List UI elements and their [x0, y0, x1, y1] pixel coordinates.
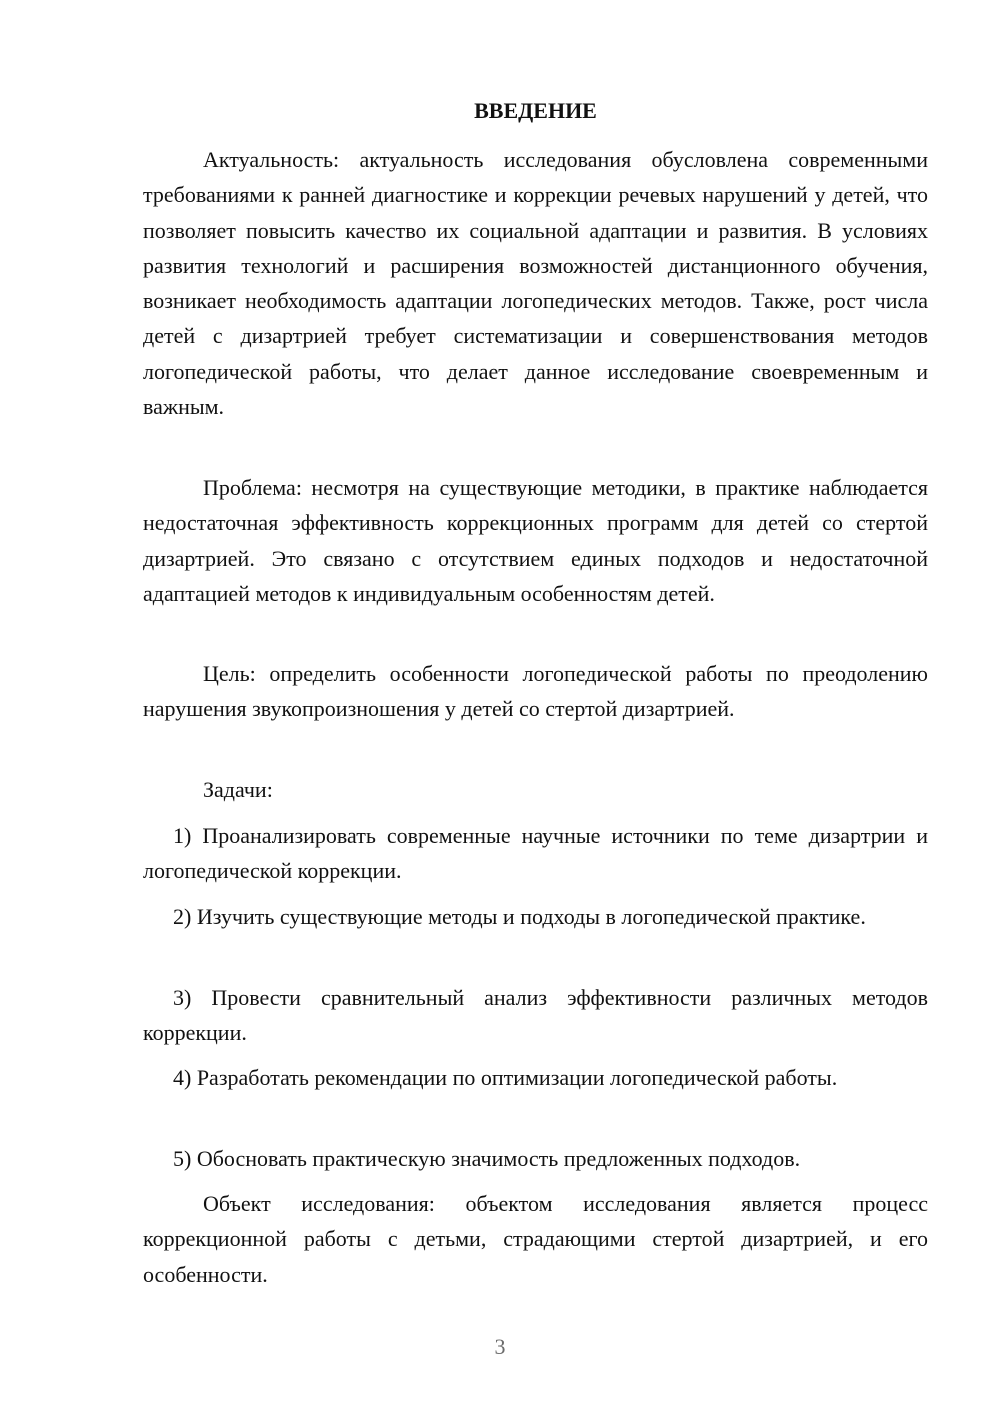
paragraph-relevance: Актуальность: актуальность исследования обусловлена современными требованиями к ранней диагностике и коррекции речевых нарушений у детей, что позволяет повысить качество их социальной адаптации и развития. В условиях развития технологий и расширения возможностей дистанционного обучения, возникает необходимость адаптации логопедических методов. Также, рост числа детей с дизартрией требует систематизации и совершенствования методов логопедической работы, что делает данное исследование своевременным и важным. [143, 147, 928, 420]
task-item-1: 1) Проанализировать современные научные источники по теме дизартрии и логопедической коррекции. [143, 823, 928, 884]
paragraph-object: Объект исследования: объектом исследования является процесс коррекционной работы с детьми, страдающими стертой дизартрией, и его особенности. [143, 1191, 928, 1287]
paragraph-goal: Цель: определить особенности логопедической работы по преодолению нарушения звукопроизношения у детей со стертой дизартрией. [143, 661, 928, 722]
task-item-3: 3) Провести сравнительный анализ эффективности различных методов коррекции. [143, 985, 928, 1046]
section-heading: ВВЕДЕНИЕ [474, 98, 597, 123]
task-item-2: 2) Изучить существующие методы и подходы в логопедической практике. [173, 904, 866, 929]
tasks-title: Задачи: [203, 777, 273, 802]
page-number: 3 [494, 1334, 506, 1359]
task-item-5: 5) Обосновать практическую значимость предложенных подходов. [173, 1146, 801, 1171]
task-item-4: 4) Разработать рекомендации по оптимизации логопедической работы. [173, 1065, 838, 1090]
paragraph-problem: Проблема: несмотря на существующие методики, в практике наблюдается недостаточная эффективность коррекционных программ для детей со стертой дизартрией. Это связано с отсутствием единых подходов и недостаточной адаптацией методов к индивидуальным особенностям детей. [143, 475, 928, 606]
